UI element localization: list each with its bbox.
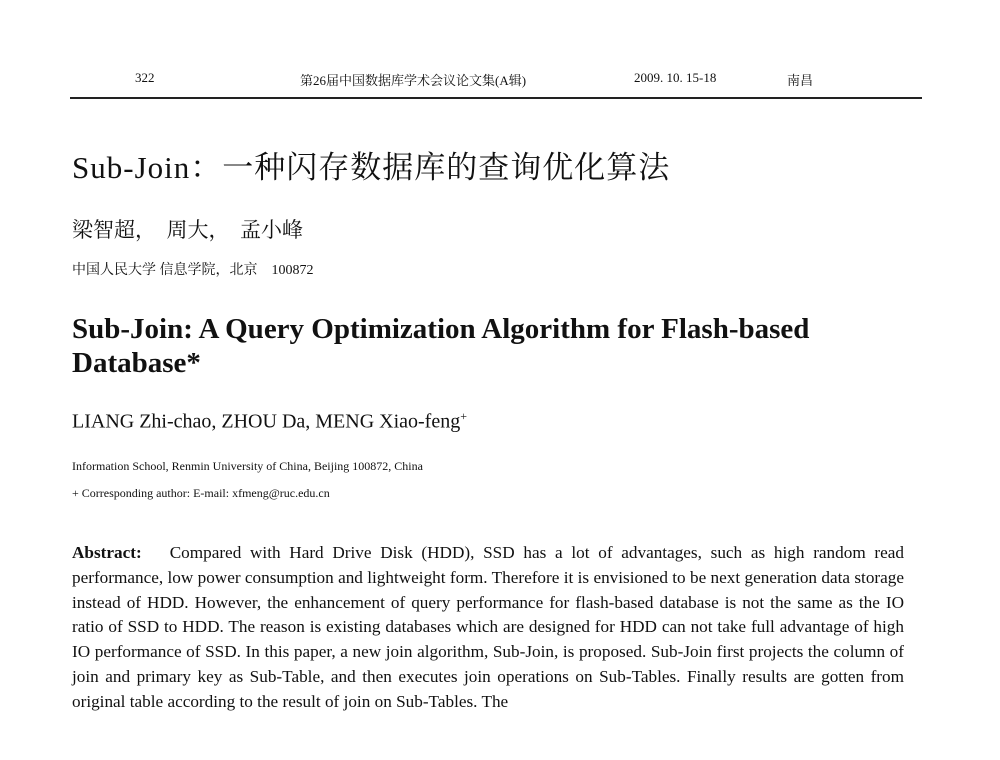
conference-city: 南昌 bbox=[787, 73, 814, 88]
title-english: Sub-Join: A Query Optimization Algorithm for Flash-based Database* bbox=[72, 313, 810, 379]
corresponding-mark: + bbox=[460, 409, 468, 423]
conference-name: 第26届中国数据库学术会议论文集(A辑) bbox=[300, 73, 527, 88]
conference-date: 2009. 10. 15-18 bbox=[634, 70, 717, 85]
abstract-text: Compared with Hard Drive Disk (HDD), SSD has a lot of advantages, such as high random read performance, low power consumption and lightweight form. Therefore it is envisioned to be next generation data storage instead of HDD. However, the enhancement of query performance for flash-based database is not the same as the IO ratio of SSD to HDD. The reason is existing databases which are designed for HDD can not take full advantage of high IO performance of SSD. In this paper, a new join algorithm, Sub-Join, is proposed. Sub-Join first projects the column of join and primary key as Sub-Table, and then executes join operations on Sub-Tables. Finally results are gotten from original table according to the result of join on Sub-Tables. The bbox=[72, 543, 904, 711]
page-number: 322 bbox=[135, 70, 155, 85]
affiliation-chinese: 中国人民大学 信息学院，北京 100872 bbox=[72, 263, 314, 278]
corresponding-author: + Corresponding author: E-mail: xfmeng@ruc.edu.cn bbox=[72, 486, 330, 500]
affiliation-english: Information School, Renmin University of China, Beijing 100872, China bbox=[72, 459, 423, 473]
header-rule bbox=[70, 97, 922, 99]
title-chinese: Sub-Join：一种闪存数据库的查询优化算法 bbox=[72, 150, 671, 185]
abstract-label: Abstract: bbox=[72, 543, 142, 562]
author-names: LIANG Zhi-chao, ZHOU Da, MENG Xiao-feng bbox=[72, 410, 461, 433]
authors-chinese: 梁智超， 周大， 孟小峰 bbox=[72, 218, 303, 242]
running-header bbox=[0, 70, 1000, 94]
authors-english bbox=[72, 409, 467, 434]
abstract bbox=[72, 541, 904, 715]
